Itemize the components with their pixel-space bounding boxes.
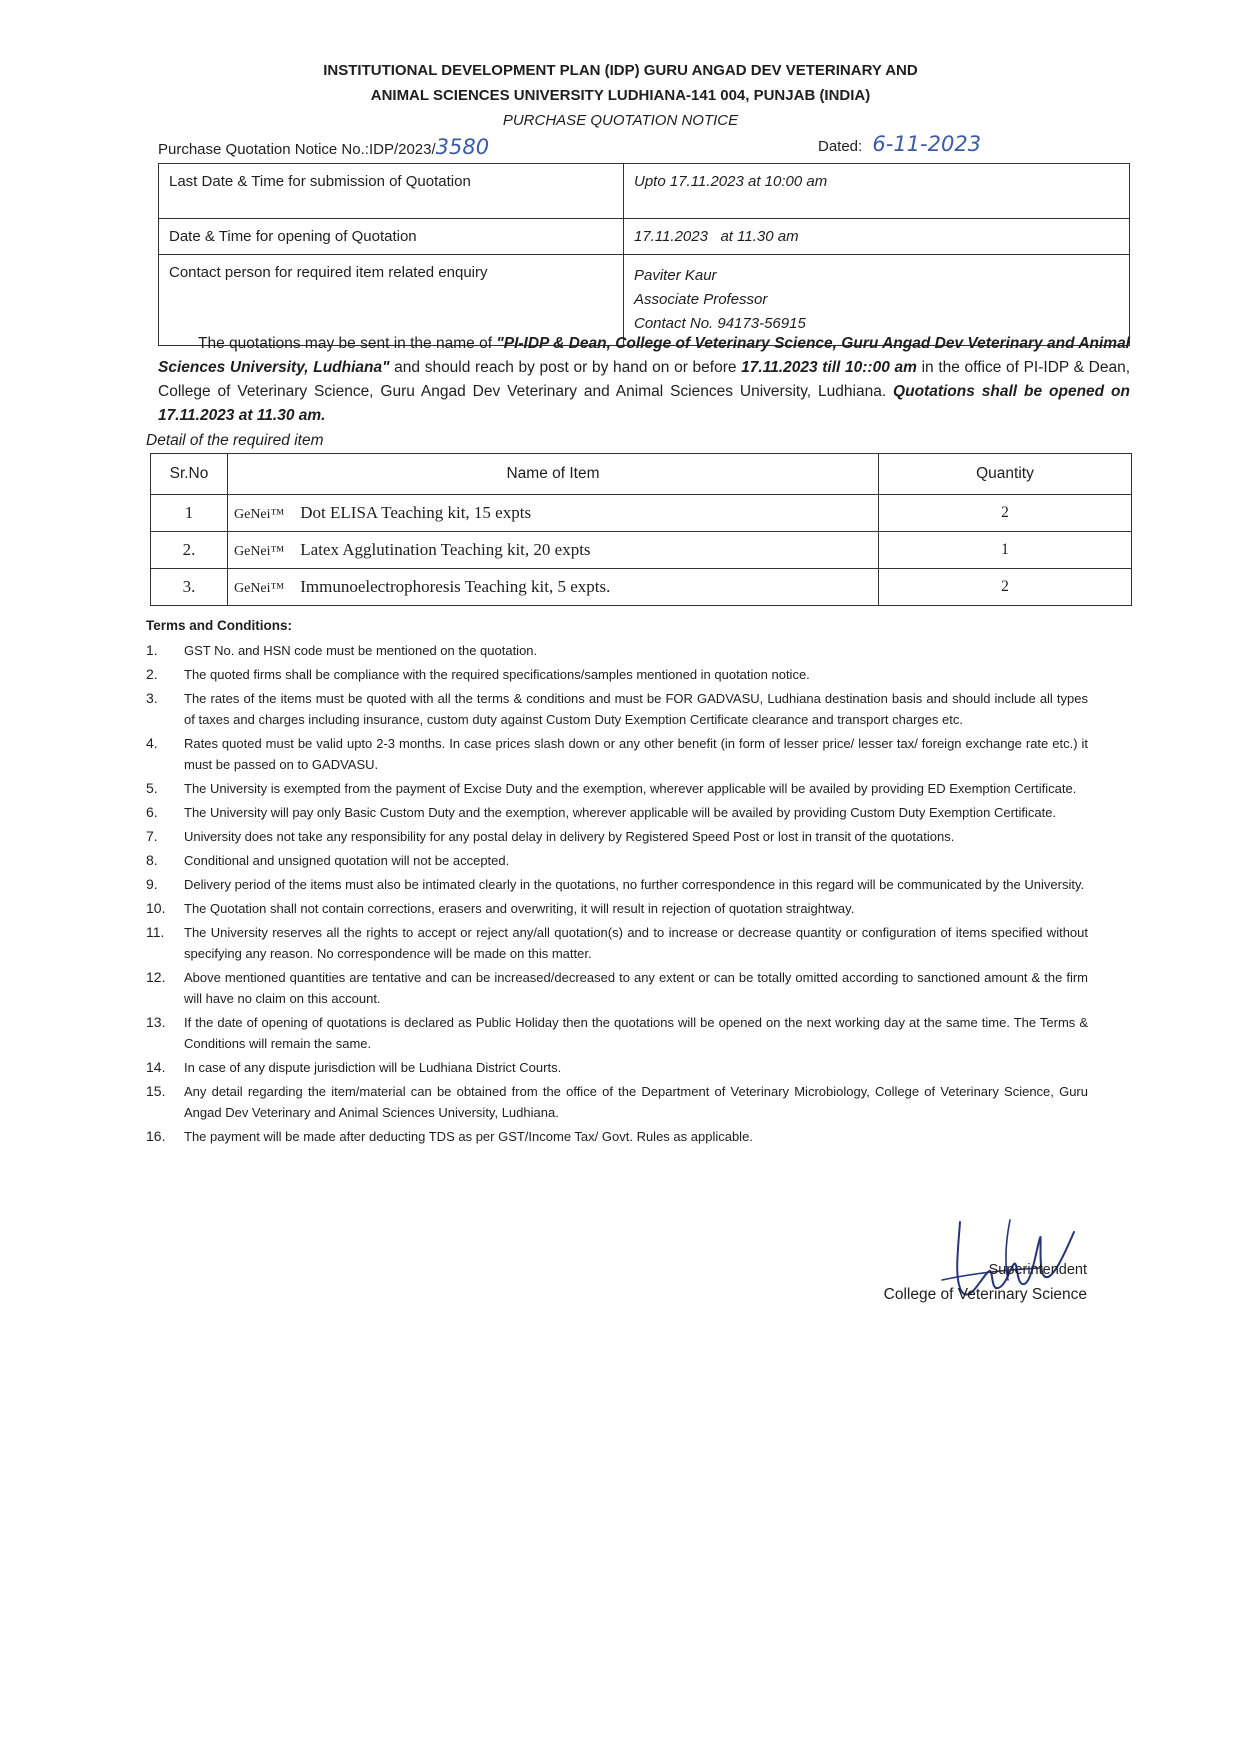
notice-title: PURCHASE QUOTATION NOTICE bbox=[502, 112, 739, 129]
signatory-title: Superintendent bbox=[988, 1262, 1087, 1278]
term-number: 4. bbox=[146, 735, 158, 751]
schedule-label: Date & Time for opening of Quotation bbox=[159, 219, 624, 255]
contact-name: Paviter Kaur bbox=[634, 267, 717, 284]
schedule-value: 17.11.2023 at 11.30 am bbox=[624, 219, 1130, 255]
term-number: 15. bbox=[146, 1083, 166, 1099]
item-brand: GeNei™ bbox=[234, 507, 285, 522]
dated-handwritten: 6-11-2023 bbox=[872, 132, 982, 156]
term-text: The rates of the items must be quoted with all the terms & conditions and must be FOR GADVASU, Ludhiana destination basis and should include all types of taxes and charges including insurance, custom duty against Custom Duty Exemption Certificate clearance and transport charges etc. bbox=[184, 691, 1088, 727]
list-item bbox=[146, 874, 1088, 895]
list-item bbox=[146, 826, 1088, 847]
notice-number bbox=[158, 135, 489, 159]
term-text: GST No. and HSN code must be mentioned on the quotation. bbox=[184, 643, 538, 658]
contact-designation: Associate Professor bbox=[634, 291, 768, 308]
term-text: Rates quoted must be valid upto 2-3 months. In case prices slash down or any other benefit (in form of lesser price/ lesser tax/ foreign exchange rate etc.) it must be passed on to GADVASU. bbox=[184, 736, 1088, 772]
table-row bbox=[151, 532, 1132, 569]
item-name-cell bbox=[228, 569, 879, 606]
term-number: 11. bbox=[146, 924, 165, 940]
term-text: The University will pay only Basic Custom Duty and the exemption, wherever applicable will be availed by providing Custom Duty Exemption Certificate. bbox=[184, 805, 1057, 820]
item-sr: 2. bbox=[151, 532, 228, 569]
term-number: 16. bbox=[146, 1128, 166, 1144]
item-brand: GeNei™ bbox=[234, 544, 285, 559]
term-number: 14. bbox=[146, 1059, 166, 1075]
schedule-value: Upto 17.11.2023 at 10:00 am bbox=[624, 164, 1130, 219]
para-addressee: "PI-IDP & Dean, College of Veterinary Science, Guru Angad Dev Veterinary and Animal Sciences University, Ludhiana" bbox=[158, 335, 1130, 376]
item-name-cell bbox=[228, 495, 879, 532]
list-item bbox=[146, 1126, 1088, 1147]
notice-number-handwritten: 3580 bbox=[435, 135, 490, 159]
item-name: Latex Agglutination Teaching kit, 20 expts bbox=[300, 540, 591, 559]
para-deadline: 17.11.2023 till 10::00 am bbox=[741, 359, 917, 376]
list-item bbox=[146, 1081, 1088, 1123]
term-number: 7. bbox=[146, 828, 158, 844]
term-text: The University reserves all the rights to accept or reject any/all quotation(s) and to increase or decrease quantity or configuration of items specified without specifying any reason. No correspondence will be made on this matter. bbox=[184, 925, 1088, 961]
term-text: Above mentioned quantities are tentative and can be increased/decreased to any extent or can be totally omitted according to sanctioned amount & the firm will have no claim on this account. bbox=[184, 970, 1088, 1006]
schedule-table bbox=[158, 163, 1130, 346]
list-item bbox=[146, 1057, 1088, 1078]
list-item bbox=[146, 688, 1088, 730]
schedule-label: Last Date & Time for submission of Quotation bbox=[159, 164, 624, 219]
term-number: 3. bbox=[146, 690, 158, 706]
item-brand: GeNei™ bbox=[234, 581, 285, 596]
header-line-1: INSTITUTIONAL DEVELOPMENT PLAN (IDP) GURU ANGAD DEV VETERINARY AND bbox=[323, 62, 918, 79]
para-text: The quotations may be sent in the name of bbox=[198, 335, 497, 352]
table-row bbox=[151, 495, 1132, 532]
header-sr: Sr.No bbox=[151, 454, 228, 495]
item-name-cell bbox=[228, 532, 879, 569]
term-number: 6. bbox=[146, 804, 158, 820]
list-item bbox=[146, 898, 1088, 919]
terms-list bbox=[146, 640, 1088, 1150]
term-text: The quoted firms shall be compliance with the required specifications/samples mentioned in quotation notice. bbox=[184, 667, 810, 682]
list-item bbox=[146, 1012, 1088, 1054]
list-item bbox=[146, 850, 1088, 871]
term-text: Conditional and unsigned quotation will not be accepted. bbox=[184, 853, 510, 868]
list-item bbox=[146, 802, 1088, 823]
term-text: In case of any dispute jurisdiction will be Ludhiana District Courts. bbox=[184, 1060, 562, 1075]
term-text: Delivery period of the items must also be intimated clearly in the quotations, no further correspondence in this regard will be communicated by the University. bbox=[184, 877, 1085, 892]
list-item bbox=[146, 733, 1088, 775]
term-number: 1. bbox=[146, 642, 158, 658]
para-text: and should reach by post or by hand on or before bbox=[389, 359, 742, 376]
table-row bbox=[151, 569, 1132, 606]
item-name: Dot ELISA Teaching kit, 15 expts bbox=[300, 503, 532, 522]
list-item bbox=[146, 778, 1088, 799]
item-name: Immunoelectrophoresis Teaching kit, 5 expts. bbox=[300, 577, 611, 596]
signatory-org: College of Veterinary Science bbox=[883, 1286, 1087, 1303]
item-sr: 3. bbox=[151, 569, 228, 606]
term-number: 10. bbox=[146, 900, 166, 916]
para-opening: Quotations shall be opened on 17.11.2023 at 11.30 am. bbox=[158, 383, 1130, 424]
contact-number: Contact No. 94173-56915 bbox=[634, 315, 806, 332]
schedule-label: Contact person for required item related enquiry bbox=[159, 255, 624, 346]
term-number: 13. bbox=[146, 1014, 166, 1030]
list-item bbox=[146, 967, 1088, 1009]
term-text: The payment will be made after deducting TDS as per GST/Income Tax/ Govt. Rules as applicable. bbox=[184, 1129, 753, 1144]
header-qty: Quantity bbox=[879, 454, 1132, 495]
term-text: The Quotation shall not contain corrections, erasers and overwriting, it will result in rejection of quotation straightway. bbox=[184, 901, 855, 916]
list-item bbox=[146, 640, 1088, 661]
submission-paragraph bbox=[158, 332, 1130, 428]
term-text: If the date of opening of quotations is declared as Public Holiday then the quotations will be opened on the next working day at the same time. The Terms & Conditions will remain the same. bbox=[184, 1015, 1088, 1051]
list-item bbox=[146, 664, 1088, 685]
term-number: 5. bbox=[146, 780, 158, 796]
term-number: 12. bbox=[146, 969, 166, 985]
item-sr: 1 bbox=[151, 495, 228, 532]
term-number: 8. bbox=[146, 852, 158, 868]
header-name: Name of Item bbox=[228, 454, 879, 495]
item-qty: 2 bbox=[879, 495, 1132, 532]
term-number: 2. bbox=[146, 666, 158, 682]
schedule-row bbox=[159, 164, 1130, 219]
items-table bbox=[150, 453, 1132, 606]
term-text: Any detail regarding the item/material can be obtained from the office of the Department of Veterinary Microbiology, College of Veterinary Science, Guru Angad Dev Veterinary and Animal Sciences University, Ludhiana. bbox=[184, 1084, 1088, 1120]
term-text: The University is exempted from the payment of Excise Duty and the exemption, wherever applicable will be availed by providing ED Exemption Certificate. bbox=[184, 781, 1077, 796]
term-number: 9. bbox=[146, 876, 158, 892]
items-header-row bbox=[151, 454, 1132, 495]
header-line-2: ANIMAL SCIENCES UNIVERSITY LUDHIANA-141 004, PUNJAB (INDIA) bbox=[370, 87, 871, 104]
dated-label: Dated: bbox=[818, 138, 863, 155]
para-text: in the office of PI-IDP & Dean, College of Veterinary Science, Guru Angad Dev Veterinary and Animal Sciences University, Ludhiana. bbox=[158, 359, 1131, 400]
terms-title: Terms and Conditions: bbox=[146, 618, 293, 633]
item-qty: 2 bbox=[879, 569, 1132, 606]
notice-date bbox=[818, 132, 981, 156]
item-qty: 1 bbox=[879, 532, 1132, 569]
term-text: University does not take any responsibility for any postal delay in delivery by Registered Speed Post or lost in transit of the quotations. bbox=[184, 829, 955, 844]
schedule-row bbox=[159, 219, 1130, 255]
notice-number-label: Purchase Quotation Notice No.:IDP/2023/ bbox=[158, 141, 436, 158]
items-title: Detail of the required item bbox=[146, 432, 324, 449]
list-item bbox=[146, 922, 1088, 964]
